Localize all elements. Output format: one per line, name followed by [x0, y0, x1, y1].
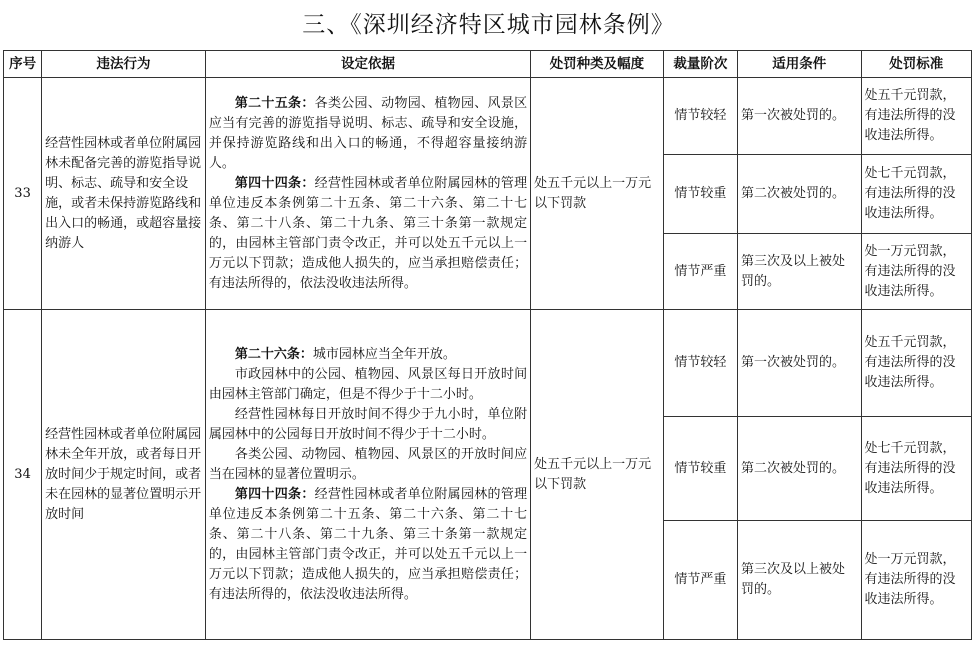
penalty-table — [3, 50, 972, 640]
header-condition: 适用条件 — [738, 51, 862, 78]
standard-cell: 处五千元罚款，有违法所得的没收违法所得。 — [861, 310, 971, 417]
standard-cell: 处一万元罚款，有违法所得的没收违法所得。 — [861, 234, 971, 310]
violation-cell: 经营性园林或者单位附属园林未全年开放，或者每日开放时间少于规定时间，或者未在园林的显著位置明示开放时间 — [42, 310, 206, 640]
level-cell: 情节较轻 — [663, 78, 737, 155]
header-no: 序号 — [4, 51, 42, 78]
level-cell: 情节较轻 — [663, 310, 737, 417]
article-text: 各类公园、动物园、植物园、风景区的开放时间应当在园林的显著位置明示。 — [208, 446, 528, 482]
article-heading: 第四十四条： — [234, 175, 315, 191]
header-level: 裁量阶次 — [663, 51, 737, 78]
article-heading: 第二十六条： — [234, 346, 313, 362]
article-text: 各类公园、动物园、植物园、风景区应当有完善的游览指导说明、标志、疏导和安全设施，并保持游览路线和出入口的畅通，不得超容量接纳游人。 — [208, 95, 528, 171]
violation-cell: 经营性园林或者单位附属园林未配备完善的游览指导说明、标志、疏导和安全设施，或者未保持游览路线和出入口的畅通，或超容量接纳游人 — [42, 78, 206, 310]
basis-cell — [205, 310, 530, 640]
condition-cell: 第三次及以上被处罚的。 — [738, 521, 862, 640]
level-cell: 情节严重 — [663, 234, 737, 310]
level-cell: 情节较重 — [663, 417, 737, 521]
header-basis: 设定依据 — [205, 51, 530, 78]
level-cell: 情节严重 — [663, 521, 737, 640]
penalty-cell: 处五千元以上一万元以下罚款 — [531, 78, 664, 310]
basis-paragraph — [209, 365, 527, 405]
row-number: 33 — [4, 78, 42, 310]
article-text: 城市园林应当全年开放。 — [312, 346, 456, 362]
basis-cell — [205, 78, 530, 310]
standard-cell: 处一万元罚款，有违法所得的没收违法所得。 — [861, 521, 971, 640]
basis-paragraph — [209, 345, 527, 365]
header-violation: 违法行为 — [42, 51, 206, 78]
standard-cell: 处七千元罚款，有违法所得的没收违法所得。 — [861, 417, 971, 521]
basis-paragraph — [209, 94, 527, 174]
penalty-cell: 处五千元以上一万元以下罚款 — [531, 310, 664, 640]
standard-cell: 处五千元罚款，有违法所得的没收违法所得。 — [861, 78, 971, 155]
article-heading: 第二十五条： — [234, 95, 315, 111]
condition-cell: 第二次被处罚的。 — [738, 417, 862, 521]
header-standard: 处罚标准 — [861, 51, 971, 78]
page-title: 三、《深圳经济特区城市园林条例》 — [302, 12, 675, 38]
condition-cell: 第一次被处罚的。 — [738, 78, 862, 155]
basis-paragraph — [209, 174, 527, 294]
condition-cell: 第一次被处罚的。 — [738, 310, 862, 417]
basis-paragraph — [209, 405, 527, 445]
table-row — [4, 310, 972, 417]
condition-cell: 第二次被处罚的。 — [738, 155, 862, 234]
basis-paragraph — [209, 485, 527, 605]
article-text: 市政园林中的公园、植物园、风景区每日开放时间由园林主管部门确定，但是不得少于十二小时。 — [208, 366, 528, 402]
level-cell: 情节较重 — [663, 155, 737, 234]
article-heading: 第四十四条： — [234, 486, 315, 502]
header-penalty: 处罚种类及幅度 — [531, 51, 664, 78]
condition-cell: 第三次及以上被处罚的。 — [738, 234, 862, 310]
article-text: 经营性园林或者单位附属园林的管理单位违反本条例第二十五条、第二十六条、第二十七条、第二十八条、第二十九条、第三十条第一款规定的，由园林主管部门责令改正，并可以处五千元以上一万元以下罚款；造成他人损失的，应当承担赔偿责任；有违法所得的，依法没收违法所得。 — [208, 175, 528, 291]
table-header-row — [4, 51, 972, 78]
standard-cell: 处七千元罚款，有违法所得的没收违法所得。 — [861, 155, 971, 234]
article-text: 经营性园林每日开放时间不得少于九小时，单位附属园林中的公园每日开放时间不得少于十二小时。 — [208, 406, 528, 442]
row-number: 34 — [4, 310, 42, 640]
basis-paragraph — [209, 445, 527, 485]
table-row — [4, 78, 972, 155]
article-text: 经营性园林或者单位附属园林的管理单位违反本条例第二十五条、第二十六条、第二十七条、第二十八条、第二十九条、第三十条第一款规定的，由园林主管部门责令改正，并可以处五千元以上一万元以下罚款；造成他人损失的，应当承担赔偿责任；有违法所得的，依法没收违法所得。 — [208, 486, 528, 602]
